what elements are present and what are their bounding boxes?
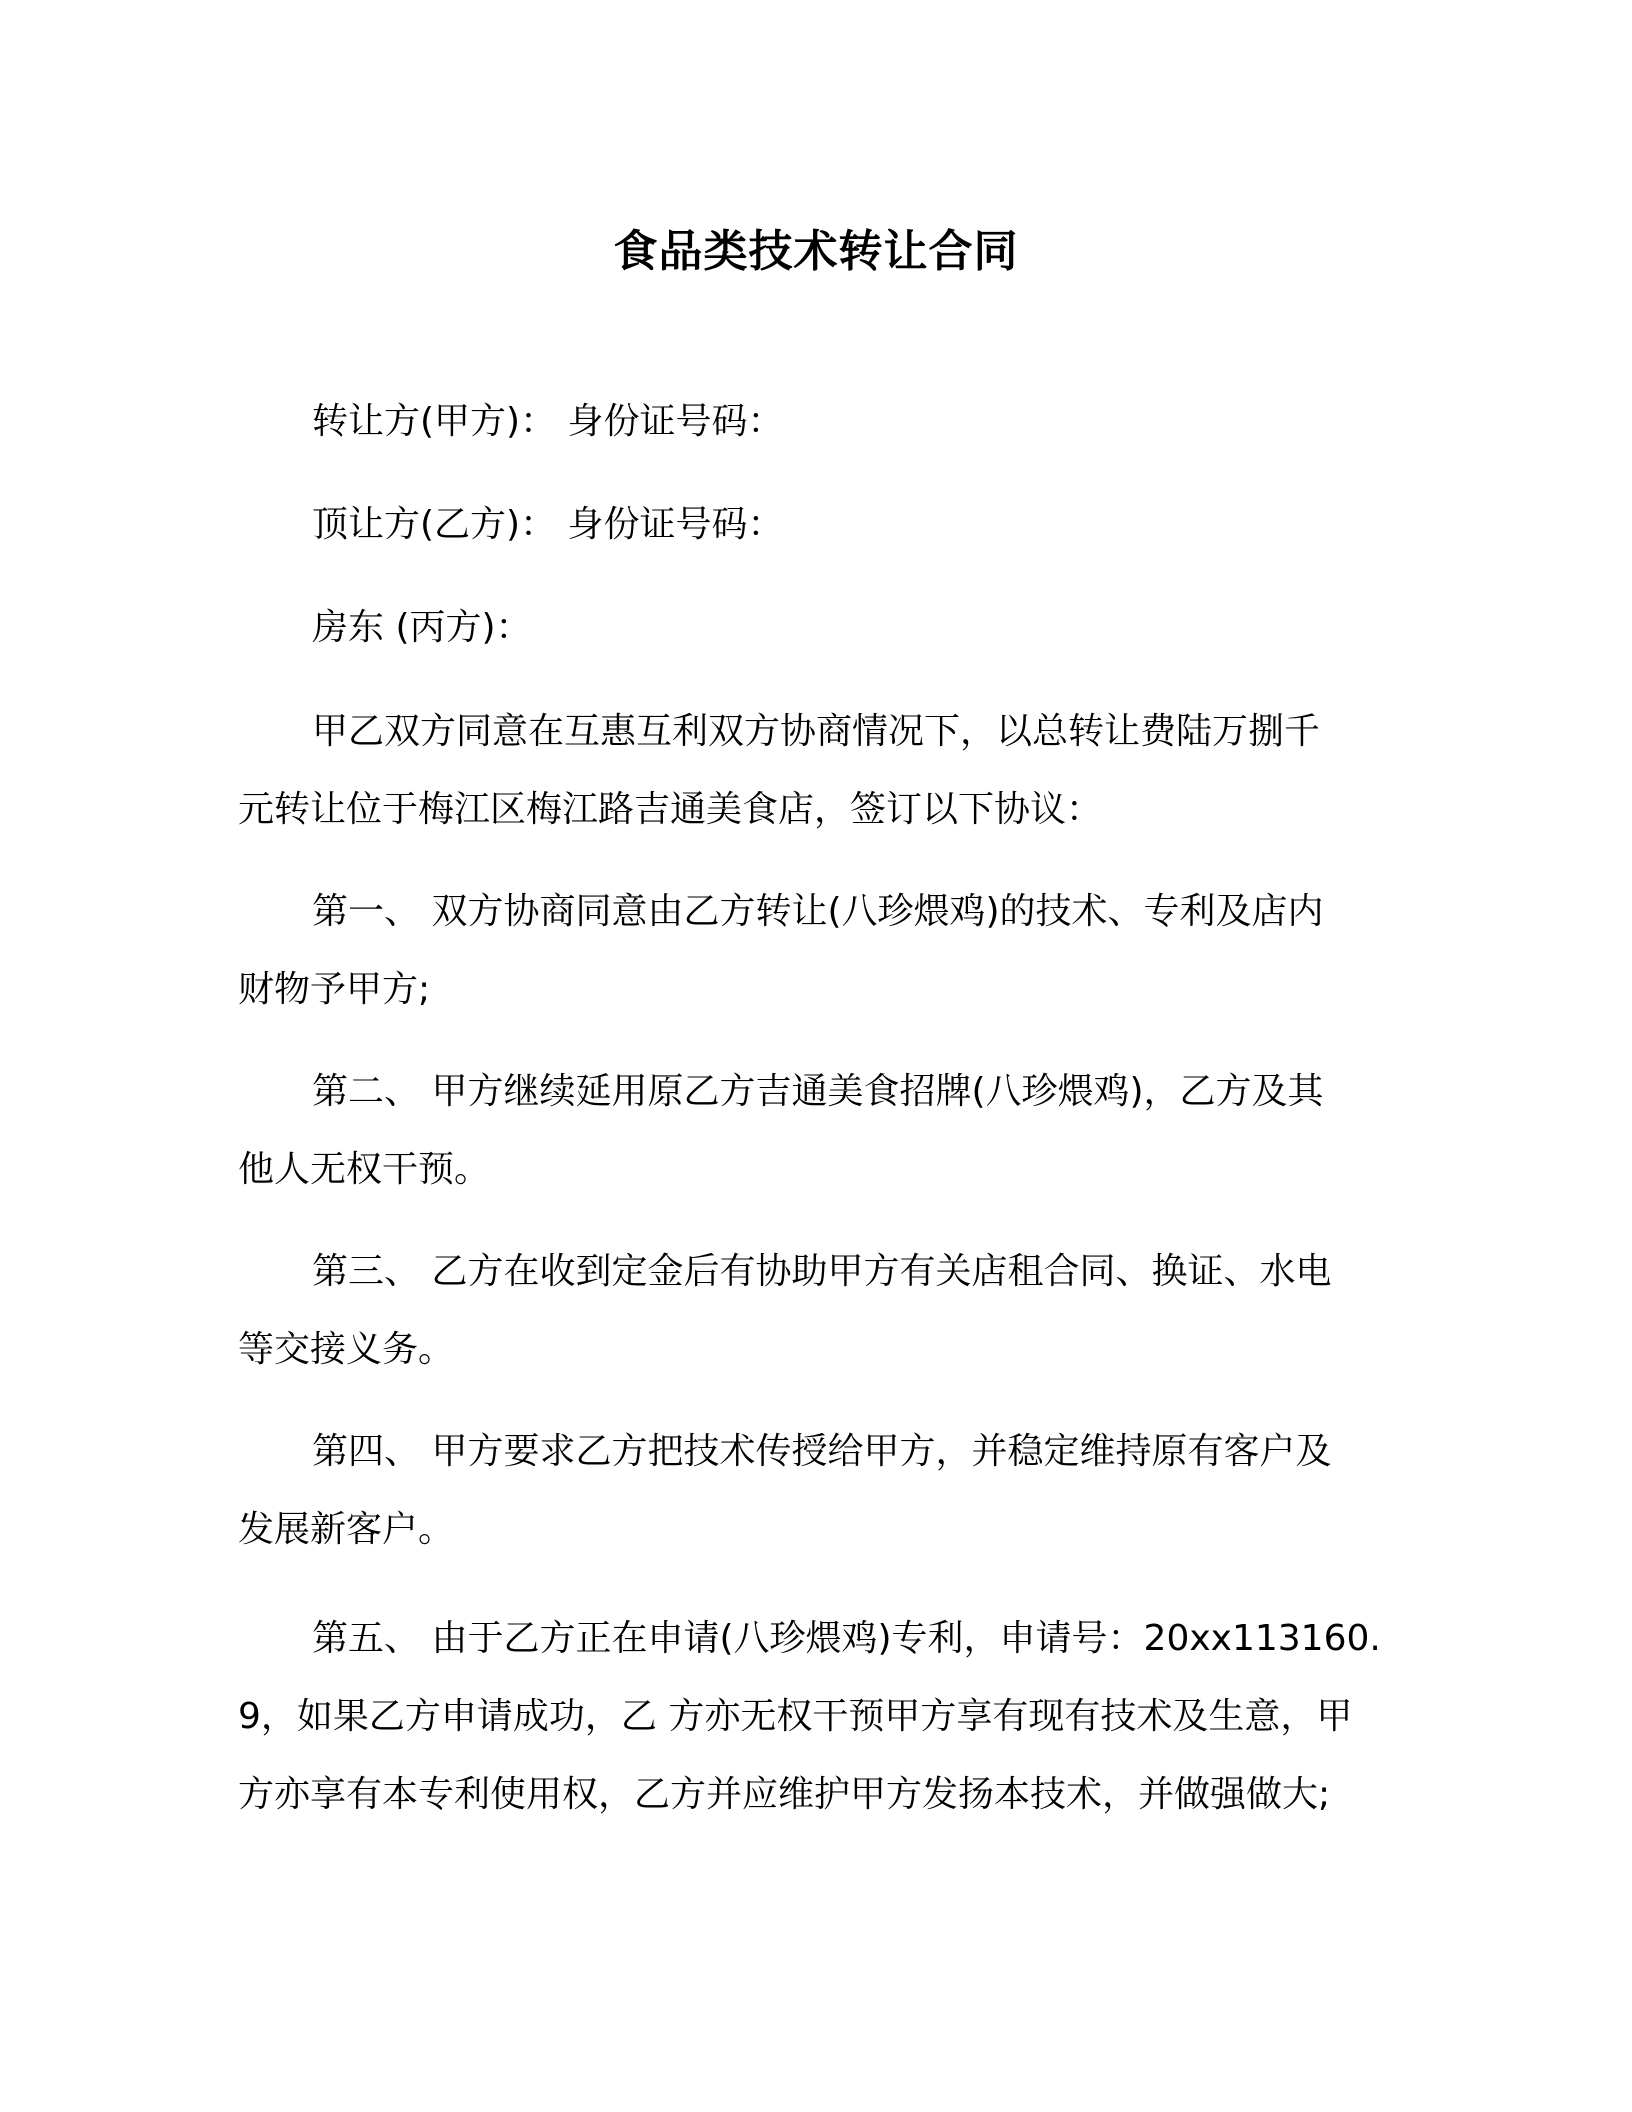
document-title: 食品类技术转让合同	[613, 226, 1019, 277]
paragraph-line: 方亦享有本专利使用权，乙方并应维护甲方发扬本技术，并做强做大;	[238, 1774, 1331, 1815]
transferor-line: 转让方(甲方)： 身份证号码：	[312, 401, 784, 442]
paragraph-line: 第四、 甲方要求乙方把技术传授给甲方，并稳定维持原有客户及	[312, 1431, 1332, 1472]
transferee-line: 顶让方(乙方)： 身份证号码：	[312, 504, 784, 545]
paragraph-line: 财物予甲方;	[238, 969, 431, 1010]
paragraph-line: 发展新客户。	[238, 1509, 455, 1550]
paragraph-line: 等交接义务。	[238, 1329, 455, 1370]
paragraph-line: 第三、 乙方在收到定金后有协助甲方有关店租合同、换证、水电	[312, 1251, 1332, 1292]
paragraph-line: 元转让位于梅江区梅江路吉通美食店，签订以下协议：	[238, 789, 1103, 830]
paragraph-line: 他人无权干预。	[238, 1149, 491, 1190]
paragraph-line: 第一、 双方协商同意由乙方转让(八珍煨鸡)的技术、专利及店内	[312, 891, 1324, 932]
paragraph-line: 第二、 甲方继续延用原乙方吉通美食招牌(八珍煨鸡)，乙方及其	[312, 1071, 1324, 1112]
paragraph-line: 9，如果乙方申请成功，乙 方亦无权干预甲方享有现有技术及生意，甲	[238, 1696, 1353, 1737]
paragraph-line: 第五、 由于乙方正在申请(八珍煨鸡)专利，申请号：20xx113160.	[312, 1618, 1381, 1659]
paragraph-line: 甲乙双方同意在互惠互利双方协商情况下，以总转让费陆万捌千	[312, 711, 1321, 752]
landlord-line: 房东 (丙方)：	[312, 607, 532, 648]
